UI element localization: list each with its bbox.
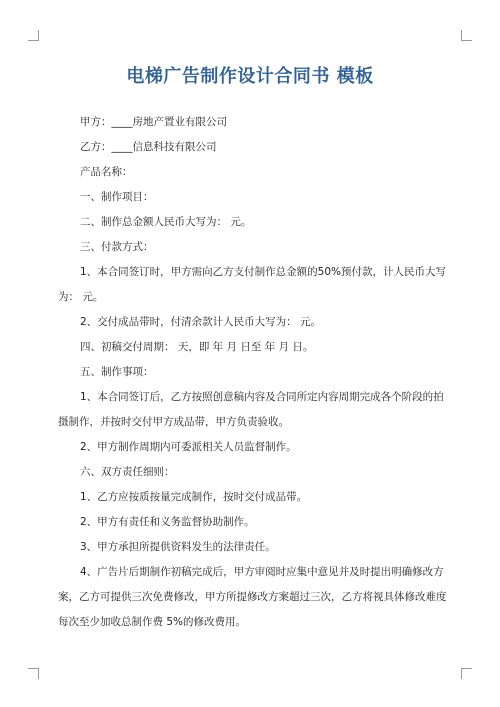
paragraph-line: 1、乙方应按质按量完成制作，按时交付成品带。 [80,491,308,503]
crop-mark-top-right [461,30,472,41]
section-heading: 五、制作事项： [80,366,154,378]
paragraph-line: 2、甲方有责任和义务监督协助制作。 [80,516,255,528]
paragraph-line: 摄制作，并按时交付甲方成品带，甲方负责验收。 [58,416,289,428]
product-name-line: 产品名称： [80,166,133,178]
crop-mark-bottom-left [28,668,39,679]
paragraph-line: 案，乙方可提供三次免费修改，甲方所提修改方案超过三次，乙方将视具体修改难度 [58,591,447,603]
party-b-line: 乙方：____信息科技有限公司 [80,141,217,153]
paragraph-line: 每次至少加收总制作费 5%的修改费用。 [58,616,246,628]
paragraph-line: 2、交付成品带时，付清余款计人民币大写为： 元。 [80,316,322,328]
crop-mark-top-left [28,30,39,41]
paragraph-line: 4、广告片后期制作初稿完成后，甲方审阅时应集中意见并及时提出明确修改方 [80,566,444,578]
paragraph-line: 1、本合同签订后，乙方按照创意稿内容及合同所定内容周期完成各个阶段的拍 [80,391,444,403]
crop-mark-bottom-right [461,668,472,679]
document-title: 电梯广告制作设计合同书 模板 [126,66,374,87]
party-a-line: 甲方：____房地产置业有限公司 [80,116,227,128]
paragraph-line: 为： 元。 [58,291,104,303]
section-heading: 一、制作项目： [80,191,154,203]
paragraph-line: 1、本合同签订时，甲方需向乙方支付制作总金额的50%预付款，计人民币大写 [80,266,447,278]
paragraph-line: 3、甲方承担所提供资料发生的法律责任。 [80,541,276,553]
paragraph-line: 四、初稿交付周期： 天，即 年 月 日至 年 月 日。 [80,341,314,353]
section-heading: 六、双方责任细则： [80,466,175,478]
paragraph-line: 二、制作总金额人民币大写为： 元。 [80,216,252,228]
section-heading: 三、付款方式： [80,241,154,253]
paragraph-line: 2、甲方制作周期内可委派相关人员监督制作。 [80,441,297,453]
